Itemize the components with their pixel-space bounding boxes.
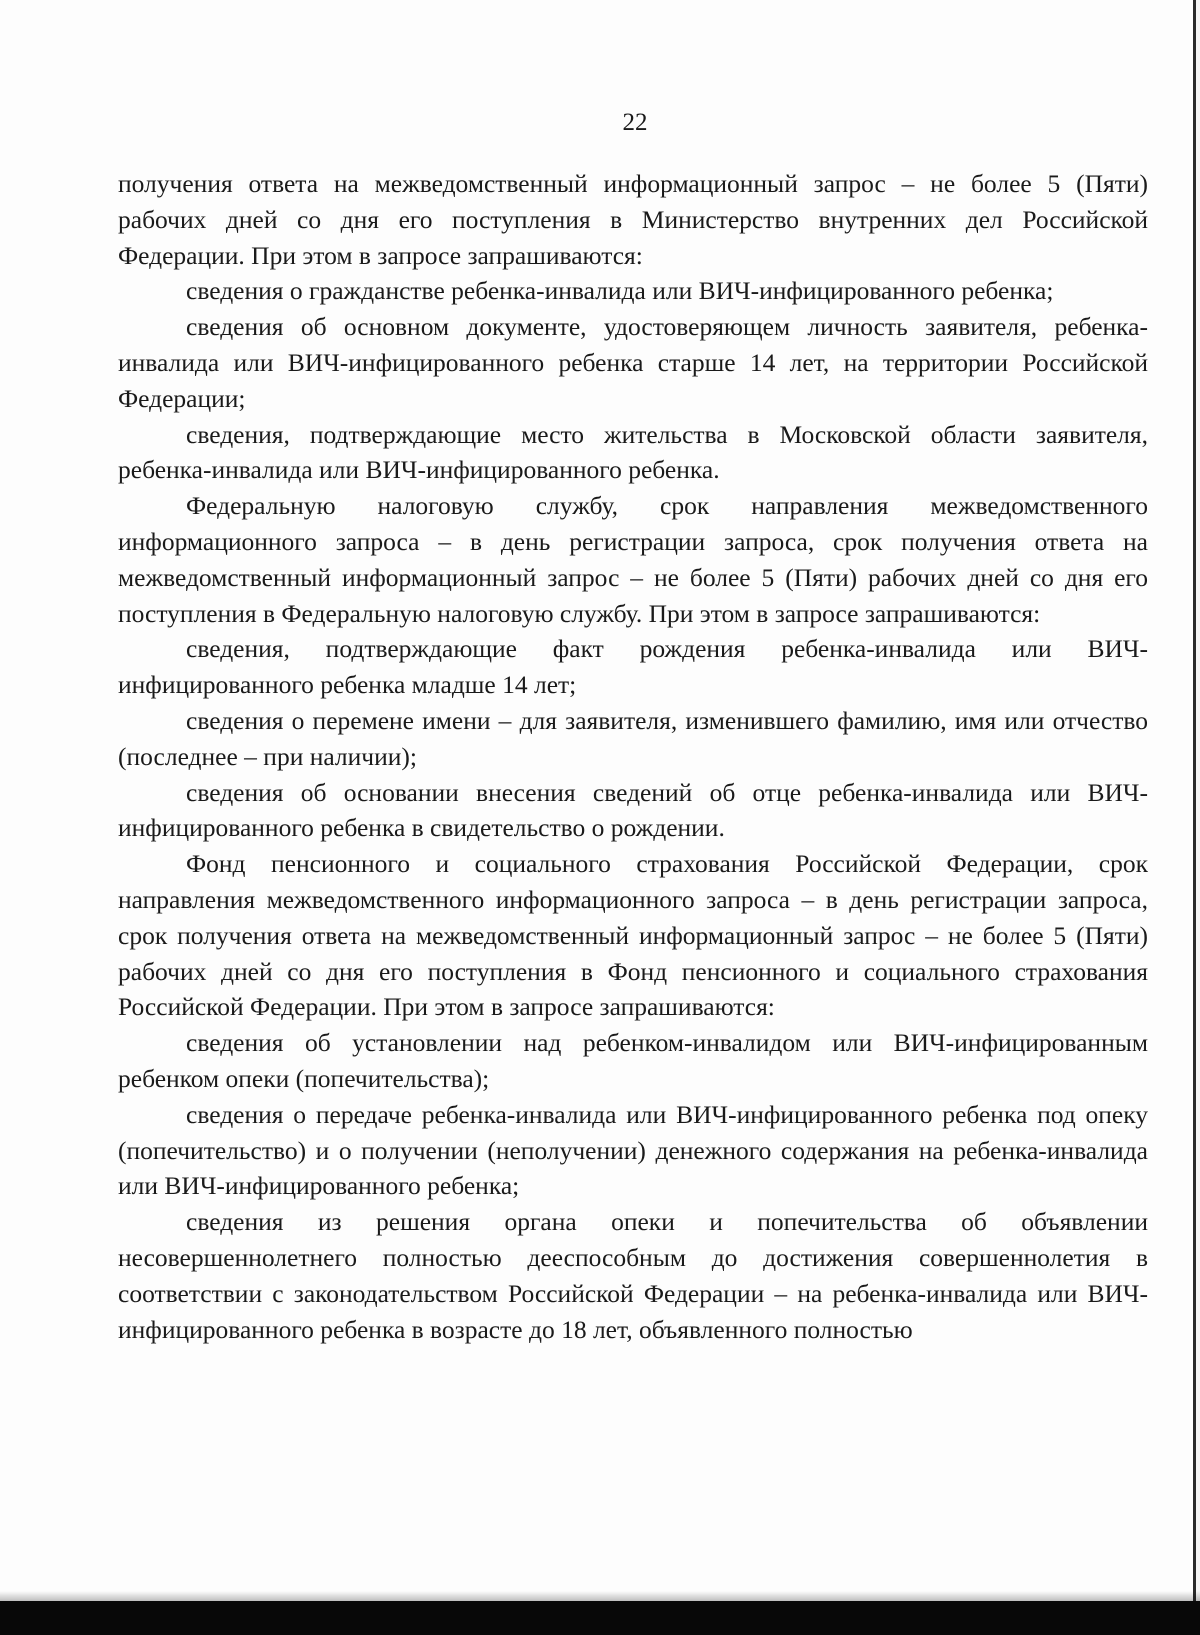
scan-edge-shadow [1196, 0, 1200, 1635]
paragraph: сведения о гражданстве ребенка-инвалида или ВИЧ-инфицированного ребенка; [186, 276, 1054, 306]
page-number: 22 [622, 109, 648, 136]
paragraph: сведения о передаче ребенка-инвалида или ВИЧ-инфицированного ребенка под опеку (попечительство) и о получении (неполучении) денежного содержания на ребенка-инвалида или ВИЧ-инфицированного ребенка; [118, 1099, 1148, 1201]
paragraph: сведения о перемене имени – для заявителя, изменившего фамилию, имя или отчество (последнее – при наличии); [118, 705, 1148, 771]
paragraph: получения ответа на межведомственный информационный запрос – не более 5 (Пяти) рабочих дней со дня его поступления в Министерство внутренних дел Российской Федерации. При этом в запросе запрашиваются: [118, 169, 1148, 270]
scan-right-edge [1193, 0, 1196, 1635]
document-body [118, 166, 1148, 1347]
paragraph: сведения, подтверждающие место жительства в Московской области заявителя, ребенка-инвалида или ВИЧ-инфицированного ребенка. [118, 419, 1148, 485]
paragraph: Федеральную налоговую службу, срок направления межведомственного информационного запроса – в день регистрации запроса, срок получения ответа на межведомственный информационный запрос – не более 5 (Пяти) рабочих дней со дня его поступления в Федеральную налоговую службу. При этом в запросе запрашиваются: [118, 491, 1148, 628]
paragraph: сведения об установлении над ребенком-инвалидом или ВИЧ-инфицированным ребенком опеки (попечительства); [118, 1028, 1148, 1093]
paragraph: сведения об основном документе, удостоверяющем личность заявителя, ребенка-инвалида или ВИЧ-инфицированного ребенка старше 14 лет, на территории Российской Федерации; [118, 312, 1148, 413]
scan-bottom-border [0, 1601, 1200, 1635]
paragraph: сведения из решения органа опеки и попечительства об объявлении несовершеннолетнего полностью дееспособным до достижения совершеннолетия в соответствии с законодательством Российской Федерации – на ребенка-инвалида или ВИЧ-инфицированного ребенка в возрасте до 18 лет, объявленного полностью [118, 1207, 1148, 1344]
paragraph: сведения, подтверждающие факт рождения ребенка-инвалида или ВИЧ-инфицированного ребенка младше 14 лет; [118, 634, 1148, 700]
paragraph: сведения об основании внесения сведений об отце ребенка-инвалида или ВИЧ-инфицированного ребенка в свидетельство о рождении. [118, 777, 1148, 843]
paragraph: Фонд пенсионного и социального страхования Российской Федерации, срок направления межведомственного информационного запроса – в день регистрации запроса, срок получения ответа на межведомственный информационный запрос – не более 5 (Пяти) рабочих дней со дня его поступления в Фонд пенсионного и социального страхования Российской Федерации. При этом в запросе запрашиваются: [118, 849, 1148, 1022]
scan-bottom-fade [0, 1591, 1200, 1601]
